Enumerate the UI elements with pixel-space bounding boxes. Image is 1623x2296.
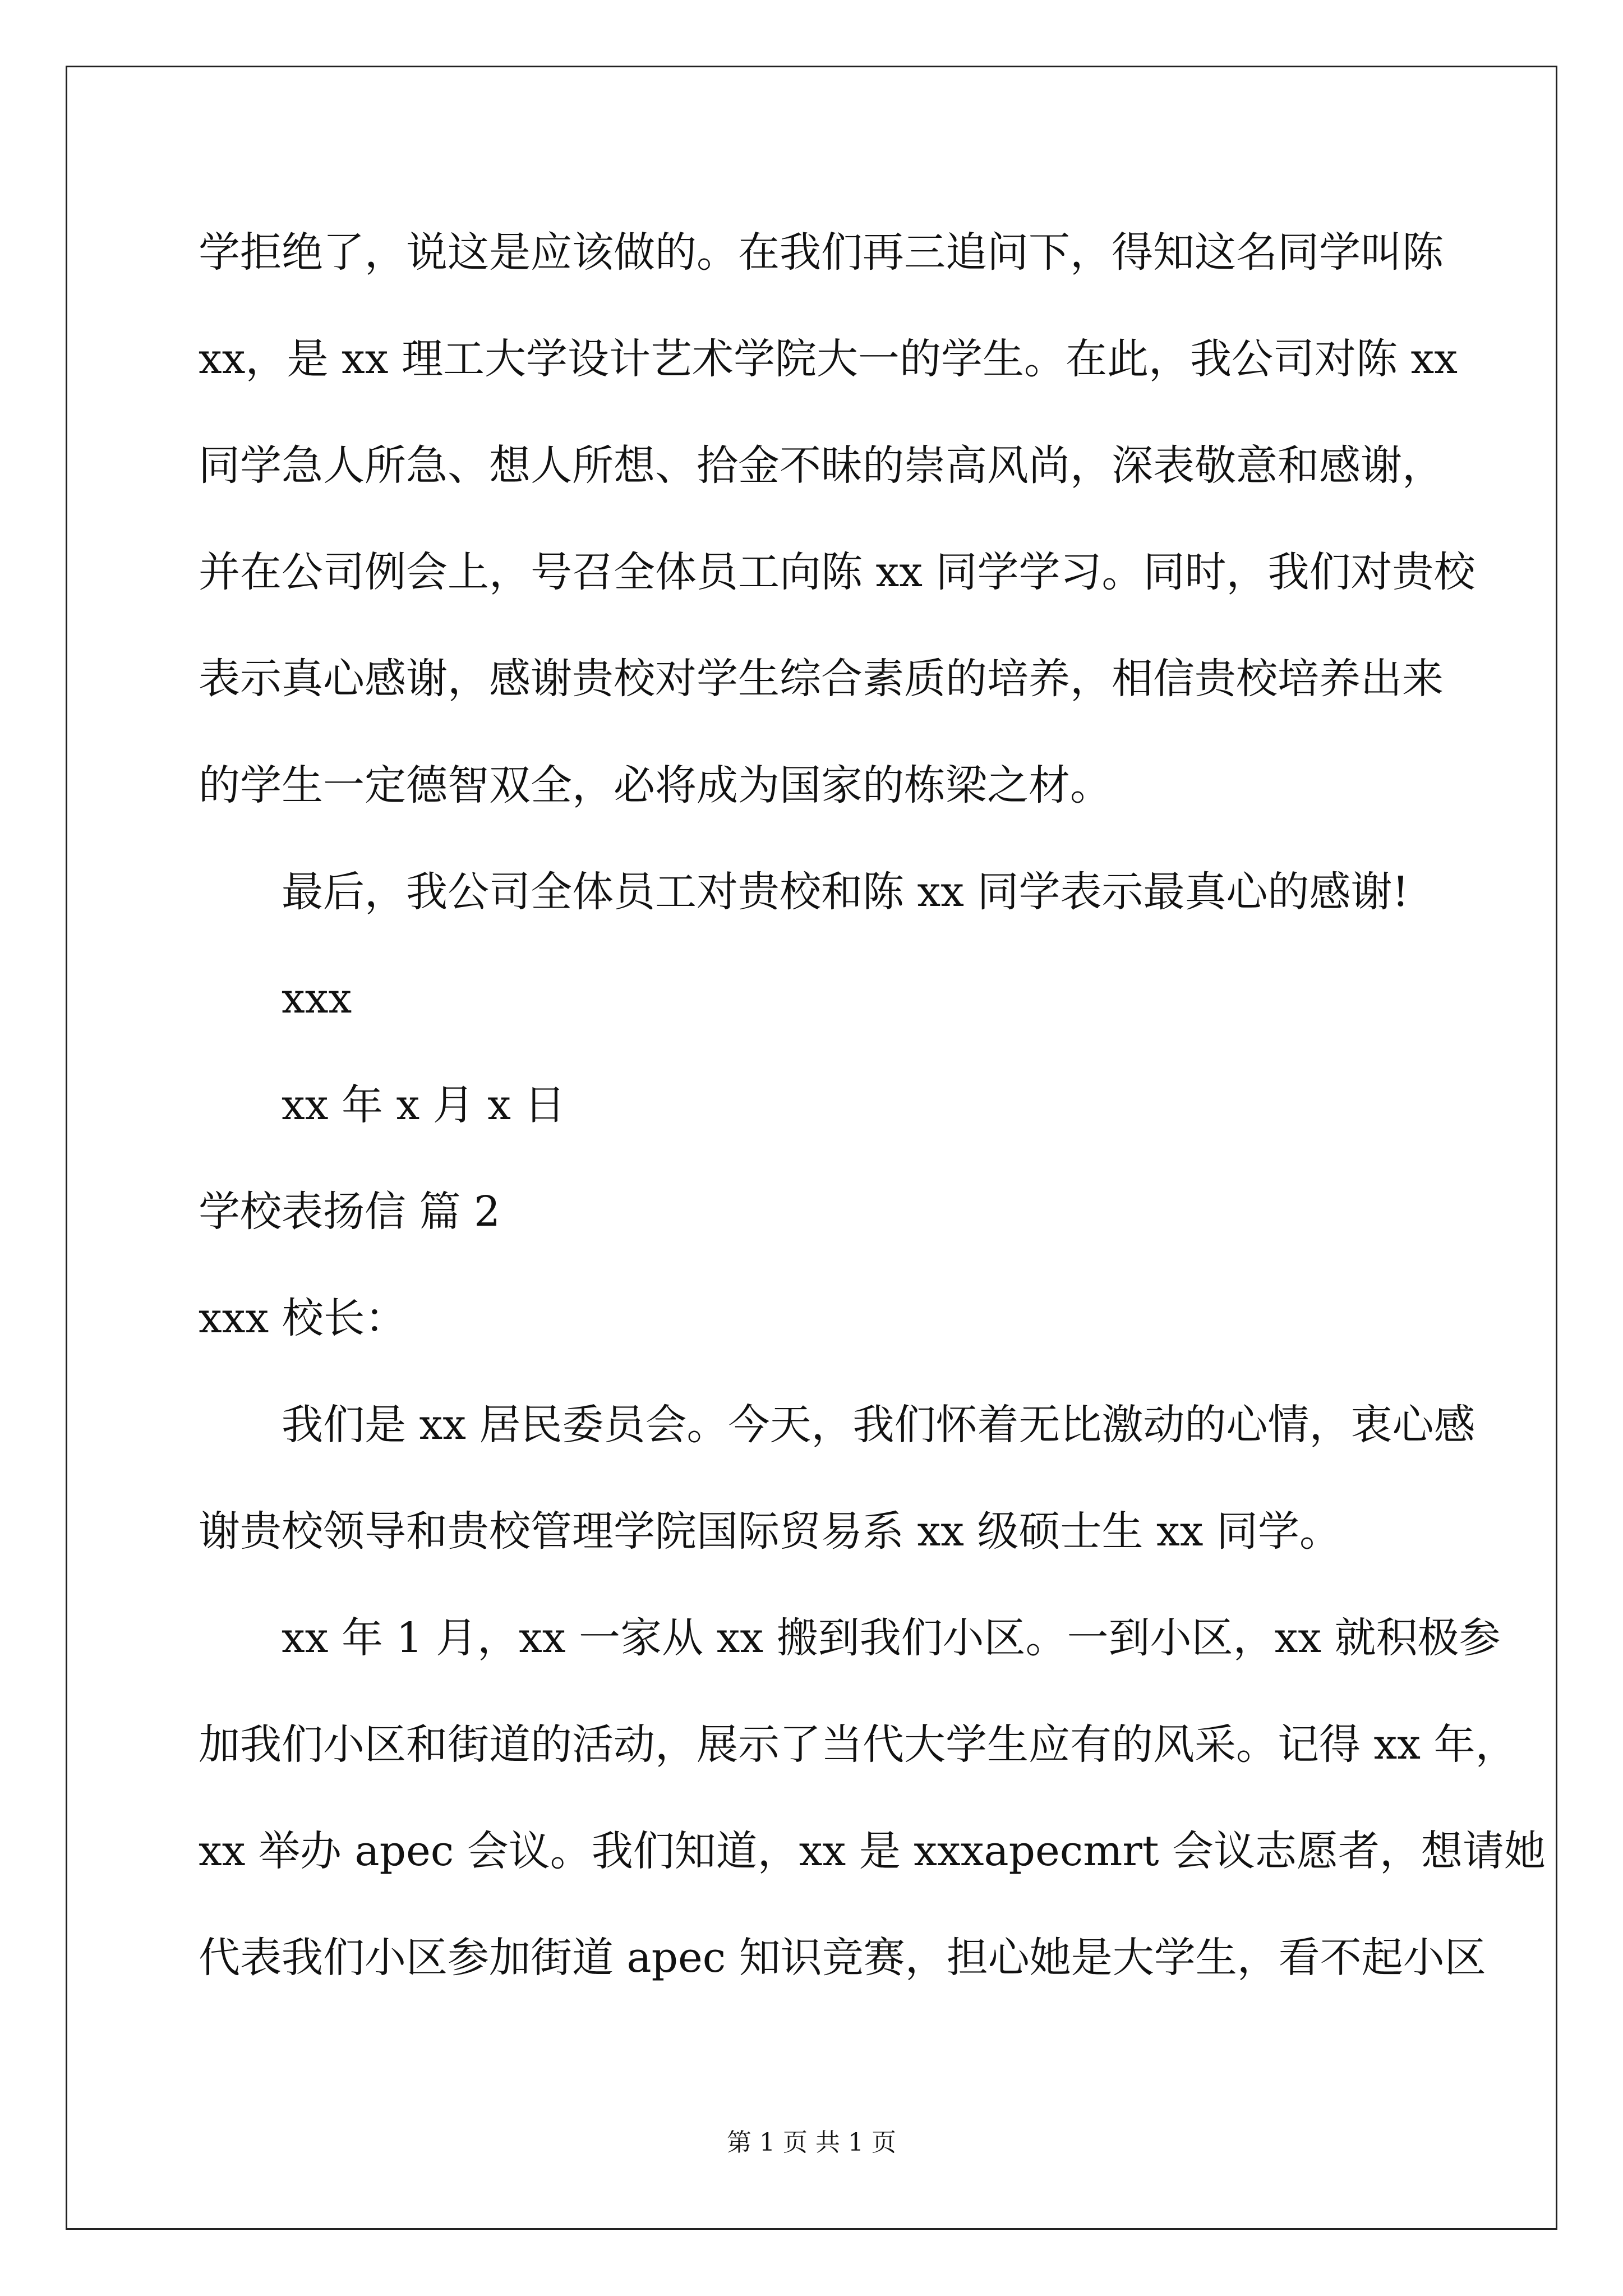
text-line: 我们是 xx 居民委员会。今天，我们怀着无比激动的心情，衷心感 <box>282 1401 1476 1449</box>
salutation: xxx 校长： <box>199 1294 407 1342</box>
text-line: xx 年 1 月，xx 一家从 xx 搬到我们小区。一到小区，xx 就积极参 <box>282 1614 1501 1662</box>
text-line: 表示真心感谢，感谢贵校对学生综合素质的培养，相信贵校培养出来 <box>199 655 1444 703</box>
text-line: 加我们小区和街道的活动，展示了当代大学生应有的风采。记得 xx 年， <box>199 1720 1517 1769</box>
date: xx 年 x 月 x 日 <box>282 1081 566 1129</box>
page-footer: 第 1 页 共 1 页 <box>727 2128 896 2157</box>
document-body <box>199 219 1546 2031</box>
text-line: xx 举办 apec 会议。我们知道，xx 是 xxxapecmrt 会议志愿者，想请她 <box>199 1827 1546 1875</box>
text-line: 学拒绝了，说这是应该做的。在我们再三追问下，得知这名同学叫陈 <box>199 228 1444 277</box>
text-line: 并在公司例会上，号召全体员工向陈 xx 同学学习。同时，我们对贵校 <box>199 548 1476 596</box>
text-line: 的学生一定德智双全，必将成为国家的栋梁之材。 <box>199 761 1112 809</box>
text-line: 代表我们小区参加街道 apec 知识竞赛，担心她是大学生，看不起小区 <box>199 1934 1486 1982</box>
signature: xxx <box>282 974 352 1023</box>
text-line: 同学急人所急、想人所想、拾金不昧的崇高风尚，深表敬意和感谢， <box>199 441 1444 490</box>
text-line: xx，是 xx 理工大学设计艺术学院大一的学生。在此，我公司对陈 xx <box>199 335 1458 383</box>
closing-paragraph: 最后，我公司全体员工对贵校和陈 xx 同学表示最真心的感谢! <box>282 868 1409 916</box>
section-heading: 学校表扬信 篇 2 <box>199 1188 501 1236</box>
text-line: 谢贵校领导和贵校管理学院国际贸易系 xx 级硕士生 xx 同学。 <box>199 1507 1341 1556</box>
